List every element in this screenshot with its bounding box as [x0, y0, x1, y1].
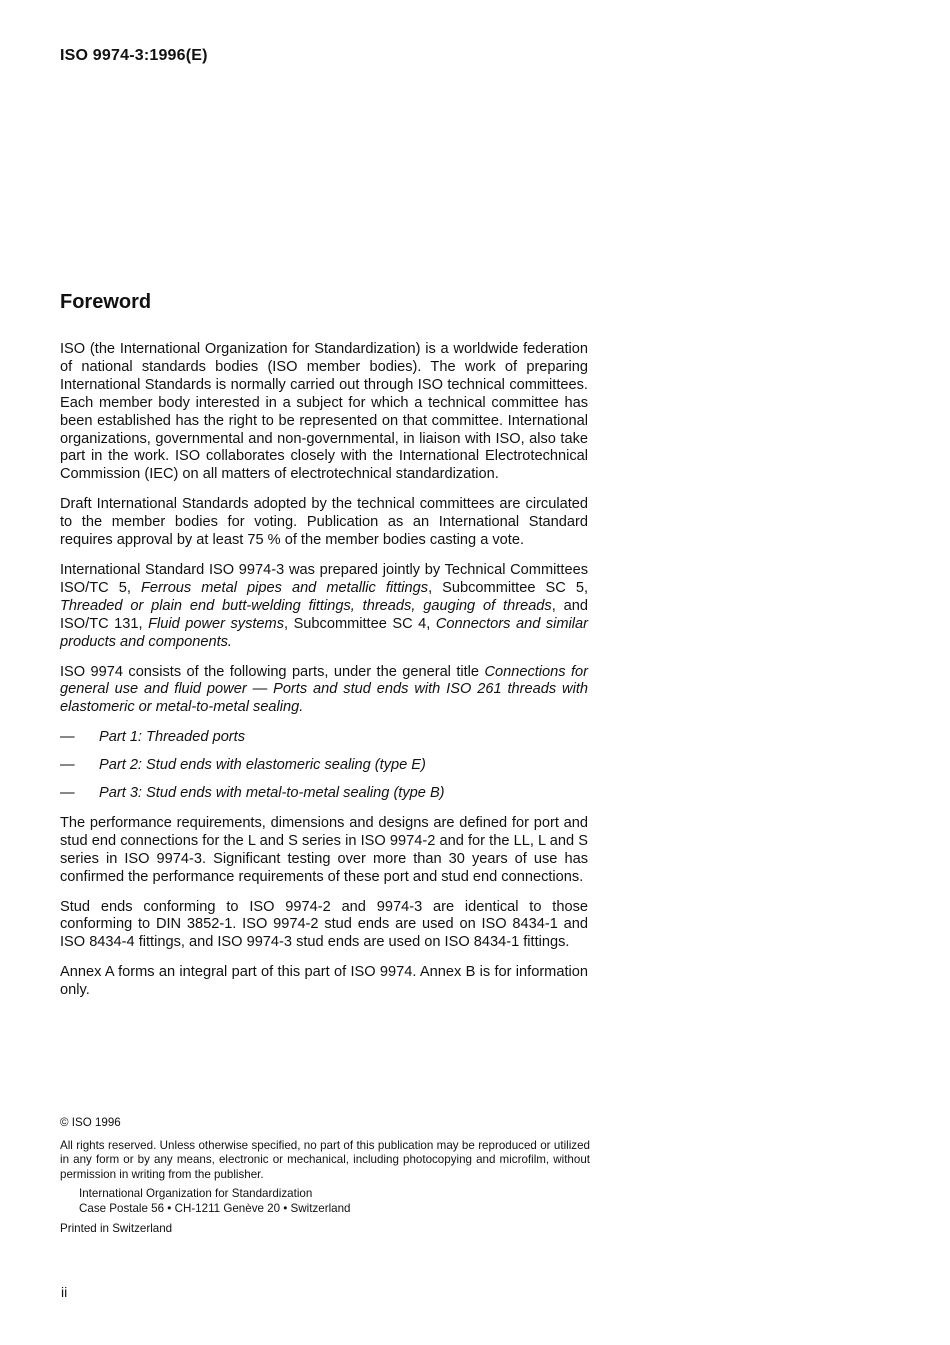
- foreword-paragraph-3: [60, 562, 588, 652]
- foreword-paragraph-4: [60, 664, 588, 718]
- em-dash: —: [60, 785, 75, 802]
- foreword-paragraph-2: Draft International Standards adopted by the technical committees are circulated to the member bodies for voting. Publication as an International Standard requires approval by at least 75 % of the member bodies casting a vote.: [60, 496, 588, 549]
- part-title: Part 1: Threaded ports: [99, 729, 246, 746]
- em-dash: —: [60, 757, 75, 774]
- foreword-title: Foreword: [60, 291, 152, 313]
- text-run: International Standard ISO 9974-3 was prepared jointly by Technical Committees ISO/TC 5,: [60, 561, 588, 596]
- text-run: , and ISO/TC 131,: [60, 597, 588, 632]
- part-title: Part 3: Stud ends with metal-to-metal sealing (type B): [99, 785, 445, 802]
- italic-title: Fluid power systems: [148, 615, 284, 632]
- italic-title: Connections for general use and fluid power — Ports and stud ends with ISO 261 threads with elastomeric or metal-to-metal sealing.: [60, 663, 588, 716]
- foreword-paragraph-5: The performance requirements, dimensions and designs are defined for port and stud end connections for the L and S series in ISO 9974-2 and for the LL, L and S series in ISO 9974-3. Significant testing over more than 30 years of use has confirmed the performance requirements of these port and stud end connections.: [60, 814, 588, 885]
- em-dash: —: [60, 729, 75, 746]
- text-run: , Subcommittee SC 5,: [428, 579, 588, 596]
- document-code: ISO 9974-3:1996(E): [60, 47, 208, 64]
- parts-list-item: [60, 785, 588, 803]
- part-title: Part 2: Stud ends with elastomeric sealing (type E): [99, 757, 426, 774]
- foreword-paragraph-7: Annex A forms an integral part of this part of ISO 9974. Annex B is for information only.: [60, 964, 588, 999]
- copyright-block: [60, 1116, 590, 1236]
- foreword-paragraph-6: Stud ends conforming to ISO 9974-2 and 9974-3 are identical to those conforming to DIN 3852-1. ISO 9974-2 stud ends are used on ISO 8434-1 and ISO 8434-4 fittings, and ISO 9974-3 stud ends are used on ISO 8434-1 fittings.: [60, 898, 588, 951]
- italic-title: Threaded or plain end butt-welding fittings, threads, gauging of threads: [60, 597, 552, 614]
- italic-title: Connectors and similar products and components.: [60, 615, 588, 650]
- publisher-postal-address: Case Postale 56 • CH-1211 Genève 20 • Switzerland: [79, 1201, 351, 1215]
- italic-title: Ferrous metal pipes and metallic fittings: [140, 579, 429, 596]
- printed-in: Printed in Switzerland: [60, 1221, 173, 1235]
- foreword-paragraph-1: ISO (the International Organization for Standardization) is a worldwide federation of national standards bodies (ISO member bodies). The work of preparing International Standards is normally carried out through ISO technical committees. Each member body interested in a subject for which a technical committee has been established has the right to be represented on that committee. International organizations, governmental and non-governmental, in liaison with ISO, also take part in the work. ISO collaborates closely with the International Electrotechnical Commission (IEC) on all matters of electrotechnical standardization.: [60, 341, 588, 483]
- foreword-body: [60, 341, 588, 1012]
- text-run: , Subcommittee SC 4,: [284, 615, 436, 632]
- publisher-address: [60, 1187, 590, 1216]
- text-run: ISO 9974 consists of the following parts, under the general title: [60, 663, 485, 680]
- page-number: ii: [61, 1284, 68, 1300]
- parts-list-item: [60, 729, 588, 747]
- parts-list-item: [60, 757, 588, 775]
- copyright-notice: © ISO 1996: [60, 1116, 121, 1129]
- rights-statement: All rights reserved. Unless otherwise specified, no part of this publication may be reproduced or utilized in any form or by any means, electronic or mechanical, including photocopying and microfilm, without permission in writing from the publisher.: [60, 1138, 590, 1181]
- publisher-name: International Organization for Standardization: [79, 1187, 313, 1201]
